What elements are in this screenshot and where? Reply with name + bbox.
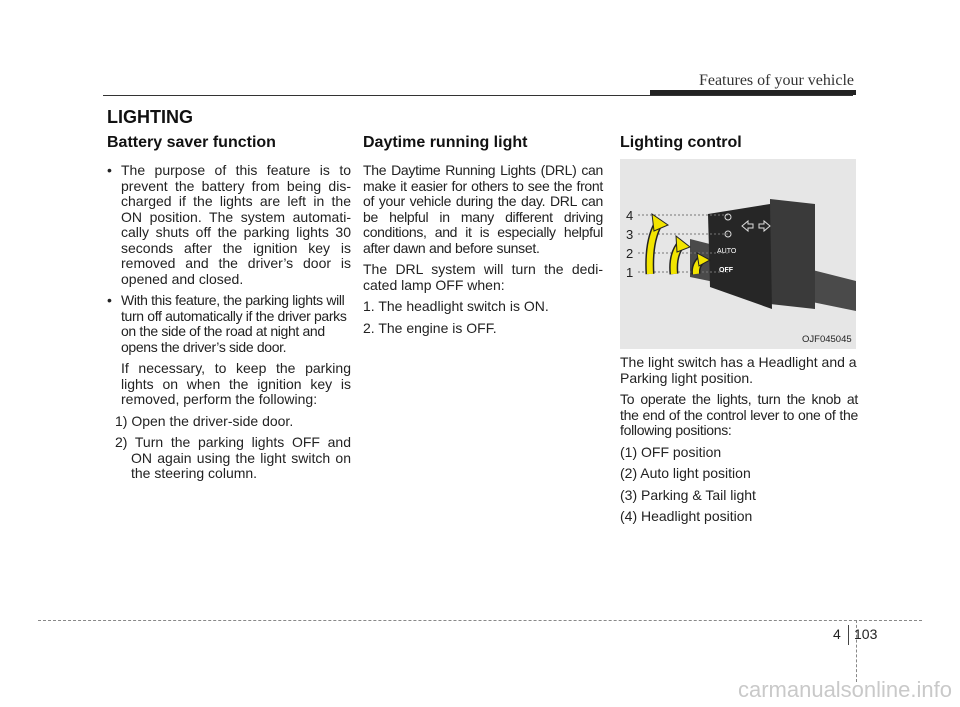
rotation-arrowhead-medium	[676, 236, 690, 252]
figure-caption: OJF045045	[802, 334, 852, 345]
position-label-3: 3	[626, 227, 634, 242]
page-number: 103	[854, 626, 878, 642]
switch-knob	[708, 204, 772, 309]
column-battery-saver	[107, 134, 351, 488]
position-item: (4) Headlight position	[620, 508, 753, 524]
position-label-2: 2	[626, 246, 634, 261]
auto-label: AUTO	[717, 248, 737, 255]
rotation-arrowhead-large	[652, 214, 668, 231]
running-header: Features of your vehicle	[698, 72, 854, 89]
bullet-text: With this feature, the parking lights will turn off automatically if the driver parks on the side of the road at night and opens the driver’s side door.	[121, 292, 347, 355]
page-number-separator	[848, 625, 849, 645]
step-item: 1) Open the driver-side door.	[115, 412, 294, 429]
footer-rule	[38, 620, 922, 621]
bullet-icon: •	[107, 292, 112, 308]
paragraph: If necessary, to keep the parking lights on when the ignition key is removed, perform the following:	[121, 360, 351, 407]
position-item: (3) Parking & Tail light	[620, 486, 756, 503]
position-label-4: 4	[626, 208, 634, 223]
chapter-number: 4	[833, 626, 841, 642]
light-switch-illustration	[620, 159, 856, 349]
position-item: (1) OFF position	[620, 443, 722, 460]
column-daytime-running-light	[363, 134, 603, 342]
header-rule	[103, 95, 853, 96]
watermark: carmanualsonline.info	[737, 677, 952, 702]
heading-battery-saver: Battery saver function	[107, 134, 276, 151]
bullet-text: The purpose of this feature is to prevent the battery from being dis-charged if the lights are left in the ON position. The system automati-cally shuts off the parking lights 30 seconds after the ignition key is removed and the driver’s door is opened and closed.	[121, 162, 351, 287]
paragraph: To operate the lights, turn the knob at the end of the control lever to one of the following positions:	[620, 391, 858, 438]
paragraph: The light switch has a Headlight and a Parking light position.	[620, 354, 857, 386]
paragraph: The DRL system will turn the dedi-cated lamp OFF when:	[363, 261, 603, 293]
column-lighting-control	[620, 355, 858, 531]
list-item: 2. The engine is OFF.	[363, 319, 497, 336]
lighting-control-figure	[620, 159, 856, 349]
step-item: 2) Turn the parking lights OFF and ON again using the light switch on the steering column.	[115, 434, 351, 481]
position-item: (2) Auto light position	[620, 465, 751, 481]
off-label: OFF	[719, 267, 733, 274]
heading-lighting-control: Lighting control	[620, 134, 742, 151]
position-label-1: 1	[626, 265, 634, 280]
bullet-item	[107, 163, 351, 287]
section-title: LIGHTING	[107, 107, 193, 127]
bullet-item	[107, 293, 351, 355]
heading-drl: Daytime running light	[363, 134, 528, 151]
bullet-icon: •	[107, 162, 112, 178]
lever-body	[770, 199, 815, 309]
paragraph: The Daytime Running Lights (DRL) can make it easier for others to see the front of your vehicle during the day. DRL can be helpful in many different driving conditions, and it is especially helpful after dawn and before sunset.	[363, 162, 603, 256]
list-item: 1. The headlight switch is ON.	[363, 298, 549, 314]
